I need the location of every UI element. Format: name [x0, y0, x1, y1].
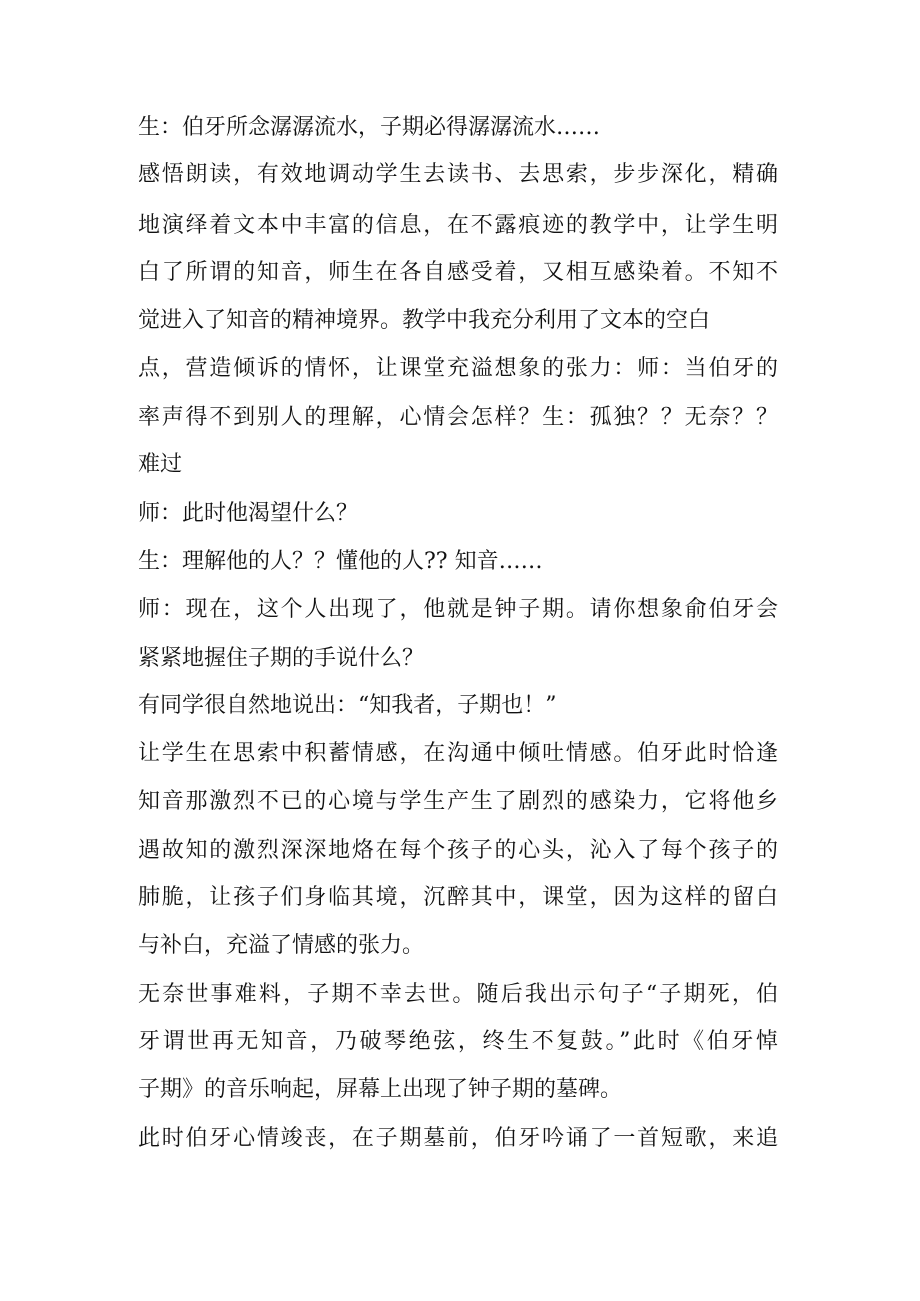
text-line: 子期》的音乐响起，屏幕上出现了钟子期的墓碑。	[138, 1077, 623, 1102]
text-line: 师：此时他渴望什么？	[138, 501, 359, 526]
text-line: 有同学很自然地说出：“知我者，子期也！”	[138, 693, 557, 718]
text-line: 生：伯牙所念潺潺流水，子期必得潺潺流水……	[138, 115, 601, 140]
text-line: 生：理解他的人？？懂他的人?? 知音……	[138, 549, 543, 574]
text-line: 遇故知的激烈深深地烙在每个孩子的心头，沁入了每个孩子的	[138, 838, 778, 863]
text-line: 此时伯牙心情竣丧，在子期墓前，伯牙吟诵了一首短歌，来追	[138, 1126, 778, 1151]
text-line: 觉进入了知音的精神境界。教学中我充分利用了文本的空白	[138, 308, 711, 333]
text-line: 肺脆，让孩子们身临其境，沉醉其中，课堂，因为这样的留白	[138, 885, 778, 910]
text-line: 知音那激烈不已的心境与学生产生了剧烈的感染力，它将他乡	[138, 789, 778, 814]
text-line: 无奈世事难料，子期不幸去世。随后我出示句子“子期死，伯	[138, 982, 778, 1007]
text-line: 牙谓世再无知音，乃破琴绝弦，终生不复鼓。”此时《伯牙悼	[138, 1029, 778, 1054]
text-line: 点，营造倾诉的情怀，让课堂充溢想象的张力：师：当伯牙的	[138, 356, 778, 381]
text-line: 难过	[138, 452, 183, 477]
text-line: 率声得不到别人的理解，心情会怎样？生：孤独？？无奈？？	[138, 405, 778, 430]
text-line: 紧紧地握住子期的手说什么？	[138, 646, 425, 671]
text-line: 地演绎着文本中丰富的信息，在不露痕迹的教学中，让学生明	[138, 213, 778, 238]
text-line: 让学生在思索中积蓄情感，在沟通中倾吐情感。伯牙此时恰逢	[138, 741, 778, 766]
text-line: 白了所谓的知音，师生在各自感受着，又相互感染着。不知不	[138, 260, 778, 285]
text-line: 师：现在，这个人出现了，他就是钟子期。请你想象俞伯牙会	[138, 597, 778, 622]
text-line: 与补白，充溢了情感的张力。	[138, 933, 425, 958]
text-line: 感悟朗读，有效地调动学生去读书、去思索，步步深化，精确	[138, 162, 778, 187]
